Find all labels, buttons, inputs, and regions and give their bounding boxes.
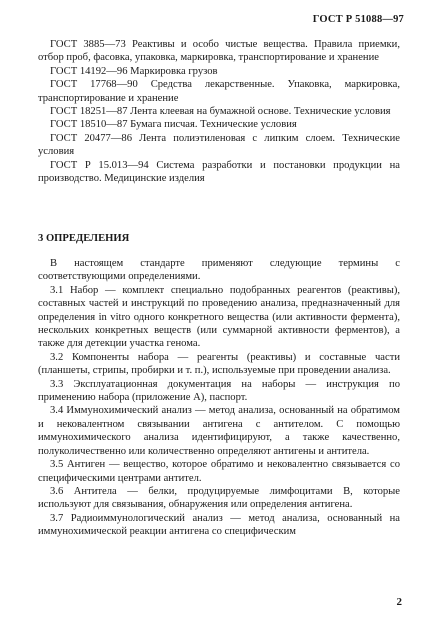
reference-list: [38, 38, 400, 185]
reference-item: ГОСТ 18510—87 Бумага писчая. Технические условия: [50, 119, 297, 131]
paragraph: 3.6 Антитела — белки, продуцируемые лимфоцитами В, которые используют для связывания, обнаружения или определения антигена.: [38, 485, 400, 511]
paragraph: В настоящем стандарте применяют следующие термины с соответствующими определениями.: [38, 258, 400, 283]
paragraph: 3.7 Радиоиммунологический анализ — метод анализа, основанный на иммунохимической реакции антигена со специфическим: [38, 512, 400, 538]
paragraph: 3.3 Эксплуатационная документация на наборы — инструкция по применению набора (приложение А), паспорт.: [38, 378, 400, 404]
reference-item: ГОСТ Р 15.013—94 Система разработки и постановки продукции на производство. Медицинские изделия: [38, 159, 400, 185]
document-id: ГОСТ Р 51088—97: [312, 14, 404, 25]
reference-item: ГОСТ 18251—87 Лента клеевая на бумажной основе. Технические условия: [50, 106, 391, 118]
reference-item: ГОСТ 20477—86 Лента полиэтиленовая с липким слоем. Технические условия: [38, 132, 400, 158]
paragraph: 3.2 Компоненты набора — реагенты (реактивы) и составные части (планшеты, стрипы, пробирки и т. п.), используемые при проведении анализа.: [38, 351, 400, 377]
page-number: 2: [396, 596, 402, 608]
paragraph: 3.1 Набор — комплект специально подобранных реагентов (реактивы), составных частей и инструкций по проведению анализа, предназначенный для определения in vitro одного конкретного вещества (или активности фермента), нескольких конкретных веществ (или суммарной активности ферментов), а также для детекции участка генома.: [38, 284, 400, 350]
paragraph: 3.4 Иммунохимический анализ — метод анализа, основанный на обратимом и нековалентном связывании антигена с антителом. С помощью иммунохимического анализа идентифицируют, а также качественно, полуколичественно или количественно определяют антигены и антитела.: [38, 405, 400, 457]
reference-item: ГОСТ 17768—90 Средства лекарственные. Упаковка, маркировка, транспортирование и хранение: [38, 79, 400, 104]
reference-item: ГОСТ 14192—96 Маркировка грузов: [50, 65, 218, 77]
paragraph: 3.5 Антиген — вещество, которое обратимо и нековалентно связывается со специфическими центрами антител.: [38, 459, 400, 484]
section-title: 3 ОПРЕДЕЛЕНИЯ: [38, 233, 130, 244]
definitions-body: [38, 257, 400, 539]
reference-item: ГОСТ 3885—73 Реактивы и особо чистые вещества. Правила приемки, отбор проб, фасовка, упаковка, маркировка, транспортирование и хранение: [38, 39, 400, 64]
